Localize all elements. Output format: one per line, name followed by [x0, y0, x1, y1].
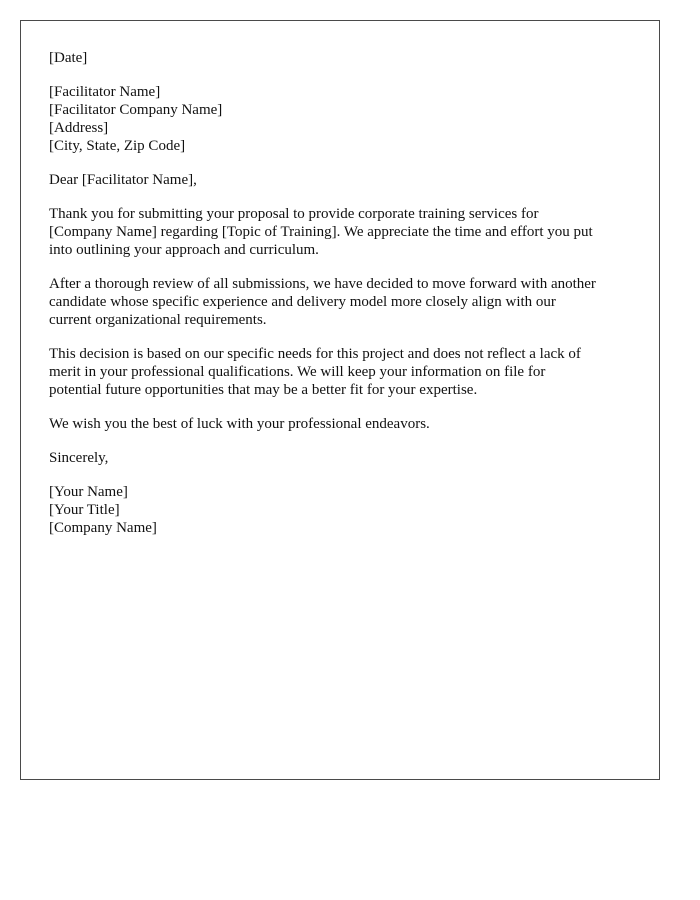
closing-block	[49, 449, 639, 467]
paragraph-line: current organizational requirements.	[49, 312, 267, 328]
paragraph-line: [Company Name] regarding [Topic of Training]. We appreciate the time and effort you put	[49, 224, 593, 240]
recipient-name: [Facilitator Name]	[49, 84, 161, 100]
letter-body	[49, 49, 639, 553]
signature-name: [Your Name]	[49, 484, 128, 500]
paragraph-line: candidate whose specific experience and delivery model more closely align with our	[49, 294, 556, 310]
paragraph-well-wishes	[49, 415, 639, 433]
paragraph-thank-you	[49, 205, 639, 259]
paragraph-line: potential future opportunities that may be a better fit for your expertise.	[49, 382, 478, 398]
paragraph-explanation	[49, 345, 639, 399]
date: [Date]	[49, 50, 88, 66]
recipient-company: [Facilitator Company Name]	[49, 102, 223, 118]
recipient-address: [Address]	[49, 120, 109, 136]
paragraph-line: into outlining your approach and curriculum.	[49, 242, 319, 258]
salutation-block	[49, 171, 639, 189]
date-block	[49, 49, 639, 67]
paragraph-line: After a thorough review of all submissions, we have decided to move forward with another	[49, 276, 596, 292]
paragraph-line: We wish you the best of luck with your professional endeavors.	[49, 416, 430, 432]
paragraph-line: Thank you for submitting your proposal to provide corporate training services for	[49, 206, 539, 222]
paragraph-line: This decision is based on our specific needs for this project and does not reflect a lack of	[49, 346, 581, 362]
recipient-address-block	[49, 83, 639, 155]
salutation: Dear [Facilitator Name],	[49, 172, 197, 188]
letter-page	[20, 20, 660, 780]
closing: Sincerely,	[49, 450, 109, 466]
paragraph-line: merit in your professional qualifications. We will keep your information on file for	[49, 364, 546, 380]
recipient-city-state-zip: [City, State, Zip Code]	[49, 138, 186, 154]
paragraph-decision	[49, 275, 639, 329]
signature-company: [Company Name]	[49, 520, 157, 536]
signature-title: [Your Title]	[49, 502, 120, 518]
signature-block	[49, 483, 639, 537]
